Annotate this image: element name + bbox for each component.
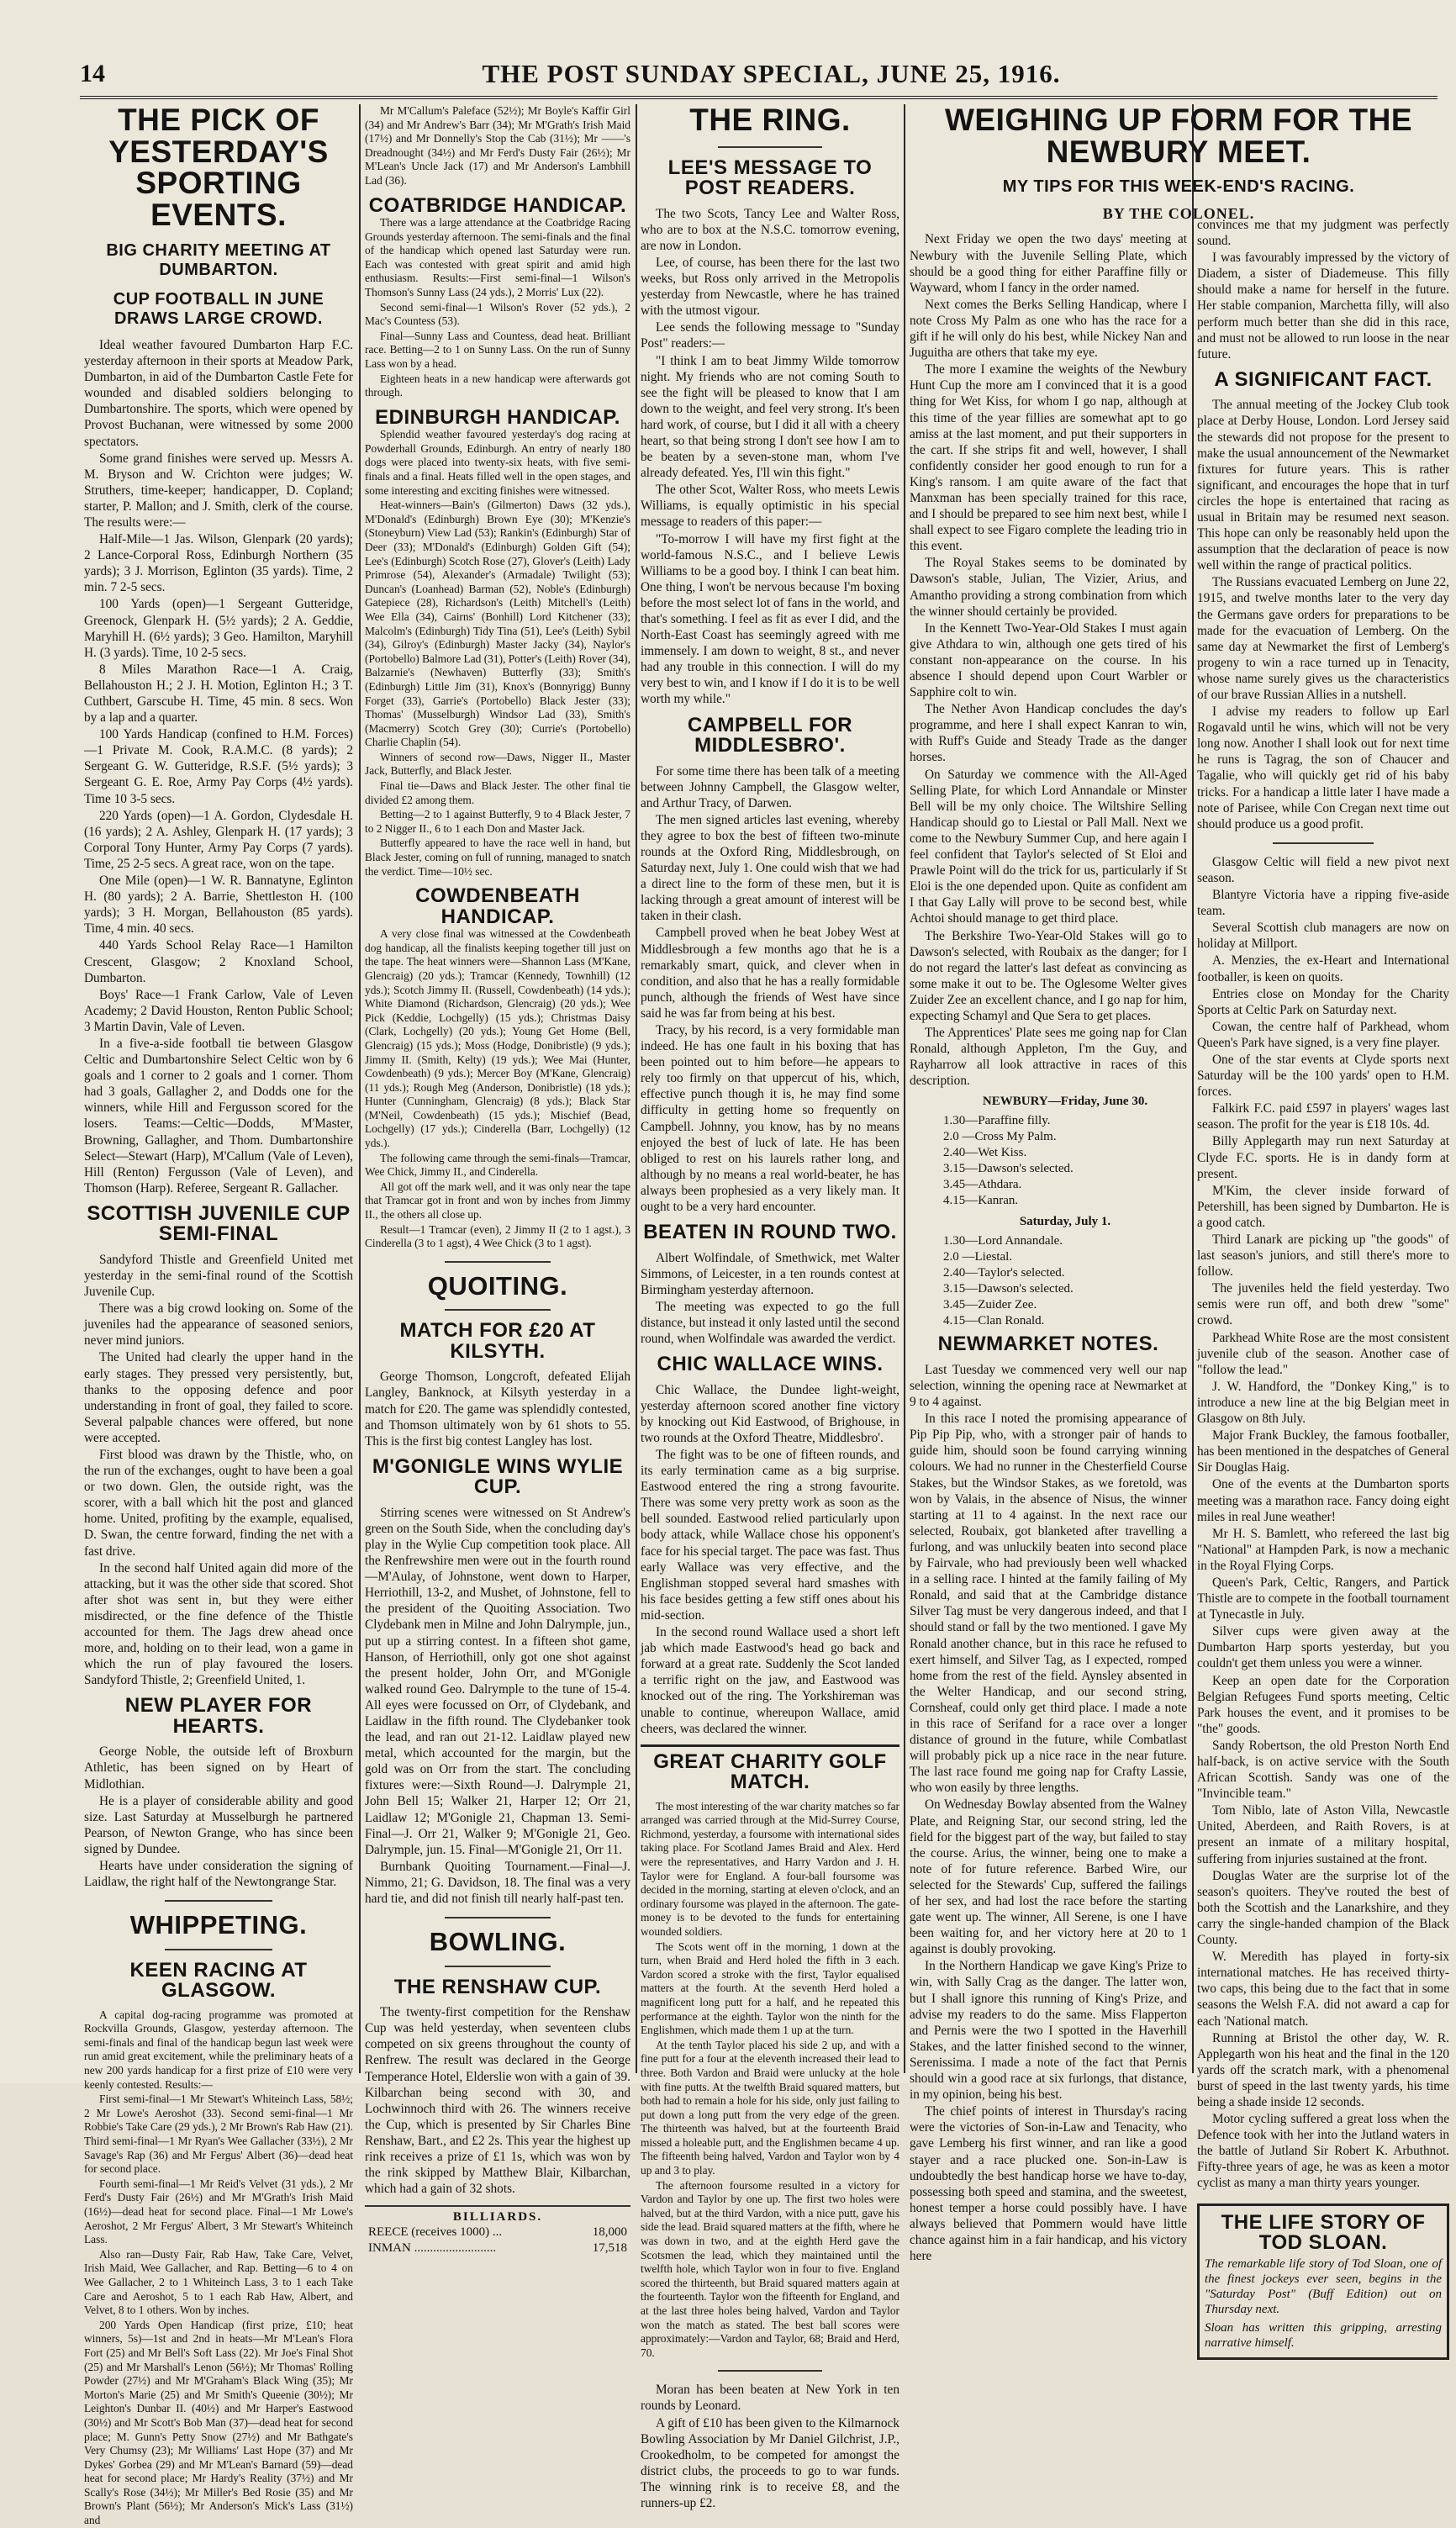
column-1	[84, 103, 353, 2527]
paragraph: The men signed articles last evening, whereby they agree to box the best of fifteen two-minute rounds at the Oxford Ring, Middlesbrough, on Saturday next, July 1. One could wish that we had a direct line to the form of these men, but it is lacking through a great amount of interest will be taken in their clash.	[641, 812, 899, 924]
section-headline: BOWLING.	[429, 1927, 567, 1957]
note-item: One of the events at the Dumbarton sports meeting was a marathon race. Fancy doing eight miles in real June weather!	[1197, 1477, 1449, 1524]
note-item: Tom Niblo, late of Aston Villa, Newcastle United, Aberdeen, and Raith Rovers, is at present an inmate of a military hospital, suffering from injuries sustained at the front.	[1197, 1803, 1449, 1866]
paragraph: The Berkshire Two-Year-Old Stakes will go to Dawson's selected, with Roubaix as the danger; for I do not regard the latter's last defeat as convincing as some make it out to be. The Oglesome Welter gives Zuider Zee an excellent chance, and I go nap for him, expecting Schamyl and Que Sera to get places.	[910, 928, 1187, 1023]
note-item: Major Frank Buckley, the famous footballer, has been mentioned in the despatches of General Sir Douglas Haig.	[1197, 1428, 1449, 1475]
paragraph: The Nether Avon Handicap concludes the day's programme, and here I shall expect Kanran to win, with Ruff's Guide and Steady Trade as the danger horses.	[910, 702, 1187, 765]
paragraph: Lee sends the following message to "Sunday Post" readers:—	[641, 320, 899, 351]
paragraph: George Thomson, Longcroft, defeated Elijah Langley, Banknock, at Kilsyth yesterday in a match for £20. The game was splendidly contested, and Thomson ultimately won by 61 shots to 55. This is the first big contest Langley has lost.	[365, 1370, 630, 1449]
tip-item: 3.15—Dawson's selected.	[943, 1162, 1074, 1176]
tips-list-friday	[910, 1094, 1187, 1209]
note-item: W. Meredith has played in forty-six international matches. He has received thirty-two caps, this being due to the fact that in some seasons the Welsh F.A. did not award a cap for each 'National match.	[1197, 1950, 1449, 2029]
paragraph: The afternoon foursome resulted in a victory for Vardon and Taylor by one up. The first two holes were halved, but at the third Vardon, with a nice putt, gave his side the lead. Braid squared matters at the fifth, where he was down in two, and at the eighth Herd gave the Scotsmen the lead, which they maintained until the twelfth hole, which Taylor won in four to five. England scored the thirteenth, but Braid squared matters again at the fourteenth. Taylor won the fifteenth for England, and at the last three holes being halved, Vardon and Taylor won the match as stated. The best ball scores were approximately:—Vardon and Taylor, 68; Braid and Herd, 70.	[641, 2178, 899, 2359]
paragraph: Stirring scenes were witnessed on St Andrew's green on the South Side, when the concluding day's play in the Wylie Cup competition took place. All the Renfrewshire men were out in the fourth round—M'Aulay, of Johnstone, went down to Harper, Herriothill, 13-2, and Mushet, of Johnstone, fell to the president of the Quoiting Association. Two Clydebank men in Milne and John Dalrymple, jun., put up a stirring contest. In a fifteen shot game, Hanson, of Herriothill, only got one shot against the present holder, John Orr, and M'Gonigle walked round Geo. Dalrymple to the tune of 15-4. All eyes were focussed on Orr, of Clydebank, and Laidlaw in the fifth round. The Clydebanker took the lead, and ran out 21-12. Laidlaw played new metal, which accounted for the margin, but the gold was on Orr from the start. The concluding fixtures were:—Sixth Round—J. Dalrymple 21, John Bell 15; Walker 21, Harper 12; Orr 21, Laidlaw 12; M'Gonigle 21, Chapman 13. Semi-Final—J. Orr 21, Walker 9; M'Gonigle 21, Geo. Dalrymple, jun. 15. Final—M'Gonigle 21, Orr 11.	[365, 1505, 630, 1857]
paragraph: Final—Sunny Lass and Countess, dead heat. Brilliant race. Betting—2 to 1 on Sunny Lass. On the run of Sunny Lass won by a head.	[365, 329, 630, 370]
paragraph: First semi-final—1 Mr Stewart's Whiteinch Lass, 58½; 2 Mr Lowe's Aeroshot (33). Second semi-final—1 Mr Robbie's Take Care (29 yds.), 2 Mr Brown's Rab Haw (21). Third semi-final—1 Mr Ryan's Wee Gallacher (33½), 2 Mr Savage's Rap (36) and Mr Fergus' Albert (36)—dead heat for second place.	[84, 2093, 353, 2176]
note-item: J. W. Handford, the "Donkey King," is to introduce a new line at the big Belgian meet in Glasgow on 8th July.	[1197, 1379, 1449, 1427]
section-headline: SCOTTISH JUVENILE CUP SEMI-FINAL	[87, 1201, 351, 1246]
paragraph: The more I examine the weights of the Newbury Hunt Cup the more am I convinced that it is a good thing for Wet Kiss, for whom I go nap, although at this time of the year fillies are somewhat apt to go amiss at the last moment, and put their supporters in the cart. If she strips fit and well, however, I shall confidently consider her good enough to run for a King's ransom. I am quite aware of the fact that Manxman has been specially trained for this race, and I should be prepared to see him next best, while I shall expect to see Figaro complete the leading trio in this event.	[910, 362, 1187, 554]
paragraph: All got off the mark well, and it was only near the tape that Tramcar got in front and won by inches from Jimmy II., the others all close up.	[365, 1180, 630, 1222]
paragraph: 220 Yards (open)—1 A. Gordon, Clydesdale H. (16 yards); 2 A. Ashley, Glenpark H. (17 yards); 3 Corporal Tony Hunter, Army Pay Corps (7 yards). Time, 25 2-5 secs. A great race, won on the tape.	[84, 808, 353, 871]
paragraph: The Royal Stakes seems to be dominated by Dawson's stable, Julian, The Vizier, Arius, and Amantho providing a strong combination from which the winner should certainly be provided.	[910, 556, 1187, 619]
billiards-table	[365, 2225, 630, 2256]
masthead	[80, 52, 1438, 99]
note-item: One of the star events at Clyde sports next Saturday will be the 100 yards' open to H.M. forces.	[1197, 1052, 1449, 1100]
tip-item: 2.0 —Liestal.	[943, 1250, 1013, 1264]
paragraph: Butterfly appeared to have the race well in hand, but Black Jester, coming on full of running, managed to snatch the verdict. Time—10½ sec.	[365, 837, 630, 878]
tips-list-saturday	[910, 1214, 1187, 1329]
paragraph: The most interesting of the war charity matches so far arranged was carried through at the Mid-Surrey Course, Richmond, yesterday, a foursome with international sides taking place. For Scotland James Braid and Alex. Herd were the representatives, and Harry Vardon and J. H. Taylor were for England. A four-ball foursome was decided in the morning, starting at eleven o'clock, and an ordinary foursome was played in the afternoon. The gate-money is to be devoted to the funds for entertaining wounded soldiers.	[641, 1799, 900, 1938]
column-rule	[1192, 104, 1194, 2073]
paragraph: He is a player of considerable ability and good size. Last Saturday at Musselburgh he partnered Pearson, of Newton Grange, who has since been signed by Dundee.	[84, 1793, 353, 1856]
billiards-title: BILLIARDS.	[452, 2210, 543, 2225]
paragraph: For some time there has been talk of a meeting between Johnny Campbell, the Glasgow welter, and Arthur Tracy, of Darwen.	[641, 763, 899, 810]
paragraph: Campbell proved when he beat Jobey West at Middlesbrough a few months ago that he is a remarkably smart, quick, and clever when in condition, and also that he has a really formidable punch, although the friends of West have since said he was far from being at his best.	[641, 926, 899, 1021]
paragraph: The two Scots, Tancy Lee and Walter Ross, who are to box at the N.S.C. tomorrow evening, are now in London.	[641, 206, 899, 253]
paragraph: Hearts have under consideration the signing of Laidlaw, the right half of the Newtongrange Star.	[84, 1858, 353, 1890]
section-subheadline: KEEN RACING AT GLASGOW.	[129, 1958, 308, 2003]
paragraph: The following came through the semi-finals—Tramcar, Wee Chick, Jimmy II., and Cinderella.	[365, 1151, 630, 1179]
article-subheadline: BIG CHARITY MEETING AT DUMBARTON.	[106, 240, 331, 279]
column-5	[1197, 217, 1449, 2351]
paragraph: Some grand finishes were served up. Messrs A. M. Bryson and W. Crichton were judges; W. Struthers, time-keeper; handicapper, D. Copland; starter, P. Mallon; and J. Smith, clerk of the course. The results were:—	[84, 451, 353, 530]
section-headline: WHIPPETING.	[129, 1910, 308, 1940]
paragraph: Tracy, by his record, is a very formidable man indeed. He has one fault in his boxing that has been pointed out to him before—he appears to rely too firmly on that uppercut of his, which, effective punch though it is, he may find some difficulty in getting home so frequently on Campbell. Johnny, you know, has by no means enjoyed the best of luck of late. He has been obliged to rest on his laurels rather long, and although by no means a real world-beater, he has always been prophesied as a very likely man. It ought to be a very hard encounter.	[641, 1023, 899, 1215]
column-3	[641, 103, 900, 2511]
byline: BY THE COLONEL.	[1102, 205, 1255, 223]
table-row	[365, 2225, 630, 2240]
note-item: Parkhead White Rose are the most consistent juvenile club of the season. Another case of "follow the lead."	[1197, 1330, 1449, 1377]
paragraph: Mr M'Callum's Paleface (52½); Mr Boyle's Kaffir Girl (34) and Mr Andrew's Barr (34); Mr M'Grath's Irish Maid (17½) and Mr Donnelly's Stop the Cab (31½); Mr ——'s Dreadnought (34½) and Mr Ferd's Dusty Fair (26½); Mr M'Lean's Uncle Jack (17) and Mr Anderson's Lambhill Lad (36).	[365, 104, 630, 187]
note-item: Keep an open date for the Corporation Belgian Refugees Fund sports meeting, Celtic Park houses the event, and it promises to be "the" goods.	[1197, 1673, 1449, 1736]
note-item: Running at Bristol the other day, W. R. Applegarth won his heat and the final in the 120 yards off the scratch mark, with a phenomenal burst of speed in the last twenty yards, his time being a shade inside 12 seconds.	[1197, 2030, 1449, 2109]
tip-item: 1.30—Paraffine filly.	[943, 1114, 1051, 1128]
section-subheadline: MATCH FOR £20 AT KILSYTH.	[399, 1319, 596, 1363]
section-headline: EDINBURGH HANDICAP.	[375, 405, 620, 429]
section-headline: M'GONIGLE WINS WYLIE CUP.	[372, 1454, 624, 1499]
note-item: Sandy Robertson, the old Preston North End half-back, is on active service with the South African Scottish. Sandy was one of the "Invincible team."	[1197, 1738, 1449, 1802]
note-item: Douglas Water are the surprise lot of the season's quoiters. They've routed the best of both the Scottish and the Lanarkshire, and they carry the single-handed champion of the Black County.	[1197, 1868, 1449, 1948]
paragraph: A very close final was witnessed at the Cowdenbeath dog handicap, all the finalists keeping together till just on the tape. The heat winners were—Shannon Lass (M'Kane, Glencraig) (20 yds.); Tramcar (Kennedy, Townhill) (12 yds.); Scotch Jimmy II. (Russell, Cowdenbeath) (14 yds.); White Diamond (Richardson, Glencraig) (20 yds.); Wee Pick (Keddie, Lochgelly) (15 yds.); Christmas Daisy (Clark, Lochgelly) (20 yds.); Young Get Home (Bell, Glencraig) (15 yds.); Moss (Hodge, Donibristle) (9 yds.); Jimmy II. (Smith, Kelty) (19 yds.); Wee Mai (Hunter, Cowdenbeath) (9 yds.); Mercer Boy (M'Kane, Glencraig) (11 yds.); Rough Meg (Anderson, Donibristle) (18 yds.); Hunter (Cunningham, Glencraig) (8 yds.); Black Star (M'Neil, Cowdenbeath) (15 yds.); Mischief (Bead, Lochgelly) (17 yds.); Cinderella (Barr, Lochgelly) (12 yds.).	[365, 927, 630, 1150]
paragraph: Next comes the Berks Selling Handicap, where I note Cross My Palm as one who has the race for a gift if he will only do his best, while Nickey Nan and Juguitha are others that take my eye.	[910, 297, 1187, 361]
paragraph: Winners of second row—Daws, Nigger II., Master Jack, Butterfly, and Black Jester.	[365, 750, 630, 778]
paragraph: "To-morrow I will have my first fight at the world-famous N.S.C., and I believe Lewis Williams to be a good boy. I think I can beat him. One thing, I won't be nervous because I'm boxing before the most select lot of fans in the world, and that's something. I feel as fit as ever I did, and the North-East Coast has seemingly agreed with me immensely. I am down to weight, 8 st., and never had any trouble in this connection. I will do my very best to win, and I know if I do it is to be well worth my while."	[641, 531, 899, 707]
paragraph: George Noble, the outside left of Broxburn Athletic, has been signed on by Heart of Midlothian.	[84, 1744, 353, 1792]
player-cell: INMAN ..........................	[368, 2241, 497, 2256]
column-rule	[636, 104, 637, 2073]
paragraph: Also ran—Dusty Fair, Rab Haw, Take Care, Velvet, Irish Maid, Wee Gallacher, and Rap. Betting—6 to 4 on Wee Gallacher, 2 to 1 Whiteinch Lass, 3 to 1 each Take Care and Aeroshot, 5 to 1 each Rab Haw, Albert, and Velvet, 8 to 1 others. Won by inches.	[84, 2247, 353, 2317]
paragraph: I advise my readers to follow up Earl Rogavald until he wins, which will not be very long now. Another I shall look out for next time he runs is Tagrag, the son of Chaucer and Tagalie, who will quickly get rid of his baby tricks. For a handicap a little later I have made a note of Parisee, while Con Cregan next time out should produce us a good profit.	[1197, 705, 1449, 831]
billiards-box	[365, 2205, 630, 2256]
tip-item: 2.40—Taylor's selected.	[943, 1266, 1065, 1280]
paragraph: Betting—2 to 1 against Butterfly, 9 to 4 Black Jester, 7 to 2 Nigger II., 6 to 1 each Don and Master Jack.	[365, 808, 630, 835]
tip-item: 3.45—Athdara.	[943, 1178, 1022, 1192]
promo-text: The remarkable life story of Tod Sloan, one of the finest jockeys ever seen, begins in the "Saturday Post" (Buff Edition) out on Thursday next.	[1205, 2257, 1442, 2317]
note-item: Entries close on Monday for the Charity Sports at Celtic Park on Saturday next.	[1197, 986, 1449, 1017]
note-item: Motor cycling suffered a great loss when the Defence took with her into the Jutland waters in the battle of Jutland Sir Robert K. Arbuthnot. Fifty-three years of age, he was as keen a motor cyclist as many a man thirty years younger.	[1197, 2112, 1449, 2191]
paragraph: Last Tuesday we commenced very well our nap selection, winning the opening race at Newmarket at 9 to 4 against.	[910, 1362, 1187, 1410]
paragraph: Boys' Race—1 Frank Carlow, Vale of Leven Academy; 2 David Houston, Renton Public School; 3 Martin Davin, Vale of Leven.	[84, 987, 353, 1034]
section-headline: GREAT CHARITY GOLF MATCH.	[641, 1744, 899, 1793]
paragraph: Second semi-final—1 Wilson's Rover (52 yds.), 2 Mac's Countess (53).	[365, 300, 630, 328]
section-headline: COATBRIDGE HANDICAP.	[368, 193, 627, 217]
tips-heading: Saturday, July 1.	[1019, 1215, 1111, 1229]
note-item: Cowan, the centre half of Parkhead, whom Queen's Park have signed, is a very fine player.	[1197, 1019, 1449, 1050]
section-headline: CAMPBELL FOR MIDDLESBRO'.	[687, 713, 853, 757]
paragraph: "I think I am to beat Jimmy Wilde tomorrow night. My friends who are not coming South to see the fight will be pleased to know that I am down to the weight, and feel very strong. It's been hard work, of course, but I did it all with a cheery heart, so that being strong I don't see how I am to be beaten by a seven-stone man, whom I've already defeated. Yes, I'll win this fight."	[641, 353, 899, 481]
section-subheadline: THE RENSHAW CUP.	[393, 1975, 602, 1998]
paragraph: Eighteen heats in a new handicap were afterwards got through.	[365, 372, 630, 399]
paragraph: Fourth semi-final—1 Mr Reid's Velvet (31 yds.), 2 Mr Ferd's Dusty Fair (26½) and Mr M'Grath's Irish Maid (16½)—dead heat for second place. Final—1 Mr Lowe's Aeroshot, 2 Mr Fergus' Albert, 3 Mr Stewart's Whiteinch Lass.	[84, 2177, 353, 2246]
paragraph: A capital dog-racing programme was promoted at Rockvilla Grounds, Glasgow, yesterday afternoon. The semi-finals and final of the handicap begun last week were run amid great excitement, while the preliminary heats of a new 200 yards handicap for a first prize of £10 were very keenly contested. Results:—	[84, 2008, 353, 2091]
note-item: Third Lanark are picking up "the goods" of last season's juniors, and still there's more to follow.	[1197, 1232, 1449, 1280]
paragraph: A gift of £10 has been given to the Kilmarnock Bowling Association by Mr Daniel Gilchrist, J.P., Crookedholm, to be competed for amongst the district clubs, the proceeds to go to war funds. The winning rink is to receive £8, and the runners-up £2.	[641, 2415, 899, 2511]
paragraph: Lee, of course, has been there for the last two weeks, but Ross only arrived in the Metropolis yesterday from Newcastle, where he has trained with the utmost vigour.	[641, 255, 899, 319]
paragraph: Burnbank Quoiting Tournament.—Final—J. Nimmo, 21; G. Davidson, 18. The final was a very hard tie, and did not finish till nearly half-past ten.	[365, 1859, 630, 1907]
paragraph: In this race I noted the promising appearance of Pip Pip Pip, who, with a stronger pair of hands to guide him, should soon be found carrying winning colours. We had no runner in the Chesterfield Course Stakes, but the Windsor Stakes, as we foretold, was won by Valais, in the absence of Nisus, the winner starting at 11 to 4 against. In the next race our selected, Roubaix, got blanketed after travelling a furlong, and was unluckily beaten into second place by Fairvale, who had previously been well whacked in a selling race. I hinted at the family failing of My Ronald, and said that at the Cambridge distance Silver Tag must be very dangerous indeed, and that I should stand or fall by the two mentioned. I gave My Ronald another chance, but in this race he refused to exert himself, and Silver Tag, as I expected, romped home from the rest of the field. Aynsley absented in the Welter Handicap, and our second string, Cornsheaf, could only get third place. I made a note in this race of Serifand for a race over a longer distance of ground in the future, while Combatlast will probably pick up a nice race in the near future. The last race found me going nap for Crafty Lassie, who won easily by three lengths.	[910, 1412, 1187, 1796]
table-row	[365, 2240, 630, 2256]
paragraph: At the tenth Taylor placed his side 2 up, and with a fine putt for a four at the eleventh increased their lead to three. Both Vardon and Braid were unlucky at the hole with fine putts. At the twelfth Braid squared matters, but both had to remain a hole for his side, only just failing to put down a long putt from the very edge of the green. The thirteenth was halved, but at the fourteenth Braid missed a holeable putt, and the Englishmen became 4 up. The fifteenth being halved, Vardon and Taylor won by 4 up and 3 to play.	[641, 2038, 899, 2177]
note-item: A. Menzies, the ex-Heart and International footballer, is keen on quoits.	[1197, 953, 1449, 984]
paragraph: convinces me that my judgment was perfectly sound.	[1197, 218, 1449, 249]
note-item: Glasgow Celtic will field a new pivot next season.	[1197, 854, 1449, 885]
paragraph: I was favourably impressed by the victory of Diadem, a sister of Diademeuse. This filly should make a name for herself in the future. Her stable companion, Marchetta filly, will also perform much better than she did in this race, and must not be allowed to run loose in the near future.	[1197, 251, 1449, 362]
paragraph: Next Friday we open the two days' meeting at Newbury with the Juvenile Selling Plate, which should be a good thing for either Paraffine filly or Wayward, whom I fancy in the order named.	[910, 232, 1187, 295]
paragraph: First blood was drawn by the Thistle, who, on the run of the exchanges, ought to have been a goal or two down. Glen, the outside right, was the scorer, with a ball which hit the post and glanced home. United, profiting by the example, equalised, D. Swan, the centre forward, finding the net with a fast drive.	[84, 1447, 353, 1559]
paragraph: The meeting was expected to go the full distance, but instead it only lasted until the second round, when Wolfindale was awarded the verdict.	[641, 1299, 899, 1347]
paragraph: There was a big crowd looking on. Some of the juveniles had the appearance of seasoned seniors, never mind juniors.	[84, 1301, 353, 1348]
paragraph: In the second half United again did more of the attacking, but it was the other side that scored. Shot after shot was sent in, but they were either misdirected, or the fine defence of the Thistle accounted for them. The Jags drew ahead once more, and, holding on to their lead, won a game in which the run of play favoured the losers. Sandyford Thistle, 2; Greenfield United, 1.	[84, 1560, 353, 1688]
article-headline: THE PICK OF YESTERDAY'S SPORTING EVENTS.	[108, 103, 329, 233]
tip-item: 3.45—Zuider Zee.	[943, 1298, 1037, 1312]
note-item: Several Scottish club managers are now on holiday at Millport.	[1197, 921, 1449, 952]
paragraph: The fight was to be one of fifteen rounds, and its early termination came as a big surprise. Eastwood entered the ring a strong favourite. There was some very pretty work as soon as the bell sounded. Eastwood relied particularly upon body attack, while Wallace chose his opponent's face for his special target. The pace was fast. Thus early Wallace was very effective, and the Englishman stopped several hard smashes with his face besides getting a few stiff ones about his mid-section.	[641, 1448, 899, 1623]
paragraph: The Apprentices' Plate sees me going nap for Clan Ronald, although Appleton, I'm the Guy, and Rayharrow all look attractive in races of this description.	[910, 1026, 1187, 1089]
player-cell: REECE (receives 1000) ...	[368, 2225, 503, 2240]
section-headline: NEW PLAYER FOR HEARTS.	[124, 1694, 313, 1738]
paragraph: 200 Yards Open Handicap (first prize, £10; heat winners, 5s)—1st and 2nd in heats—Mr M'Lean's Flora Fort (25) and Mr Bell's Soft Lass (22). Mr Joe's Final Shot (25) and Mr Marshall's Lenon (56½); Mr Thomas' Rolling Powder (27½) and Mr M'Graham's Black Wing (35); Mr Morton's Marie (25) and Mr Smith's Queenie (30½); Mr Leighton's Dunbar II. (40½) and Mr Harper's Eastwood (30½) and Mr Scott's Bob Man (37)—dead heat for second place; M. Gunn's Petty Snow (27½) and Mr Bathgate's Very Chumsy (23); Mr Williams' Last Hope (37) and Mr Dykes' Gorbea (29) and Mr M'Lean's Barnard (59)—dead heat for second place; Mr Hardy's Reality (37½) and Mr Scally's Rose (34½); Mr Miller's Bed Rosie (35) and Mr Brown's Plant (56½); Mr Anderson's Mick's Lass (31½) and	[84, 2318, 353, 2527]
paragraph: Ideal weather favoured Dumbarton Harp F.C. yesterday afternoon in their sports at Meadow Park, Dumbarton, in aid of the Dumbarton Castle Fete for wounded and disabled soldiers belonging to Dumbartonshire. The sports, which were opened by Provost Buchanan, were witnessed by some 2000 spectators.	[84, 337, 353, 449]
paragraph: Final tie—Daws and Black Jester. The other final tie divided £2 among them.	[365, 779, 630, 806]
paragraph: The twenty-first competition for the Renshaw Cup was held yesterday, when seventeen clubs competed on six greens throughout the county of Renfrew. The result was declared in the George Temperance Hotel, Elderslie won with a gain of 39. Kilbarchan being second with 30, and Lochwinnoch third with 26. The winners receive the Cup, which is presented by Sir Charles Bine Renshaw, Bart., and £2 2s. This year the highest up rink receives a prize of £1 1s, which was won by the rink skipped by Matthew Blair, Kilbarchan, which had a gain of 32 shots.	[365, 2005, 630, 2197]
paragraph: Chic Wallace, the Dundee light-weight, yesterday afternoon scored another fine victory by knocking out Kid Eastwood, of Brighouse, in two rounds at the Oxford Theatre, Middlesbro'.	[641, 1382, 899, 1445]
article-headline: WEIGHING UP FORM FOR THE NEWBURY MEET.	[944, 103, 1413, 169]
tip-item: 2.40—Wet Kiss.	[943, 1146, 1027, 1160]
paragraph: The Scots went off in the morning, 1 down at the turn, when Braid and Herd holed the fifth in 3 each. Vardon scored a stroke with the first, Taylor equalised matters at the fourth. At the seventh Herd holed a magnificent long putt for a half, and he repeated this performance at the eighth. Taylor won the ninth for the Englishmen, which made them 1 up at the turn.	[641, 1940, 899, 2037]
section-headline: A SIGNIFICANT FACT.	[1214, 367, 1432, 391]
column-rule	[904, 104, 905, 2073]
note-item: The juveniles held the field yesterday. Two semis were run off, and both drew "some" crowd.	[1197, 1281, 1449, 1328]
paragraph: Moran has been beaten at New York in ten rounds by Leonard.	[641, 2383, 899, 2414]
paragraph: In the Kennett Two-Year-Old Stakes I must again give Athdara to win, although one gets tired of his constant non-appearance on the course. In his absence I should depend upon Court Warbler or Sapphire colt to win.	[910, 620, 1187, 700]
section-headline: THE RING.	[689, 103, 851, 137]
section-headline: CHIC WALLACE WINS.	[657, 1353, 884, 1376]
section-headline: QUOITING.	[427, 1270, 568, 1301]
article-subheadline: MY TIPS FOR THIS WEEK-END'S RACING.	[1002, 177, 1355, 197]
note-item: Falkirk F.C. paid £597 in players' wages last season. The profit for the year is £18 10s. 4d.	[1197, 1101, 1449, 1132]
paragraph: On Wednesday Bowlay absented from the Walney Plate, and Reigning Star, our second string, led the field for the biggest part of the way, but failed to stay the course. Arius, the winner, being one to make a note of for future reference. Barbed Wire, our selected for the Stewards' Cup, suffered the failings of her sex, and had lost the race before the starting gate went up. The winner, All Serene, is one I have been waiting for, and her victory here at 20 to 1 against is doubly provoking.	[910, 1797, 1187, 1957]
section-subheadline: LEE'S MESSAGE TO POST READERS.	[667, 156, 873, 200]
tip-item: 4.15—Kanran.	[943, 1194, 1019, 1208]
paragraph: Result—1 Tramcar (even), 2 Jimmy II (2 to 1 agst.), 3 Cinderella (3 to 1 agst), 4 Wee Chick (3 to 1 agst).	[365, 1222, 630, 1250]
paragraph: 8 Miles Marathon Race—1 A. Craig, Bellahouston H.; 2 J. H. Motion, Eglinton H.; 3 T. Cuthbert, Garscube H. Time, 45 min. 8 secs. Won by a lap and a quarter.	[84, 662, 353, 726]
newspaper-title: THE POST SUNDAY SPECIAL, JUNE 25, 1916.	[482, 59, 1061, 88]
promo-headline: THE LIFE STORY OF TOD SLOAN.	[1221, 2210, 1426, 2254]
section-headline: NEWMARKET NOTES.	[937, 1333, 1159, 1356]
note-item: Billy Applegarth may run next Saturday at Clyde F.C. sports. He is in dandy form at present.	[1197, 1134, 1449, 1181]
article-subheadline: CUP FOOTBALL IN JUNE DRAWS LARGE CROWD.	[113, 289, 324, 328]
paragraph: The United had clearly the upper hand in the early stages. They pressed very persistently, but, thanks to the opposing defence and poor understanding in front of goal, they failed to score. Several palpable chances were offered, but none were accepted.	[84, 1350, 353, 1445]
paragraph: The annual meeting of the Jockey Club took place at Derby House, London. Lord Jersey said the stewards did not propose for the present to make the usual announcement of the Newmarket fixtures for future years. This is rather significant, and encourages the hope that in turf circles the hope is entertained that racing as usual in Britain may be resumed next season. This hope can only be reasonably held upon the assumption that the declaration of peace is now well within the range of practical politics.	[1197, 398, 1449, 573]
paragraph: The Russians evacuated Lemberg on June 22, 1915, and twelve months later to the very day the Germans gave orders for preparations to be made for the evacuation of Lemberg. On the same day at Newmarket the first of Lemberg's progeny to win a race turned up in Tenacity, whose name surely gives us the characteristics of our brave Russian Allies in a nutshell.	[1197, 575, 1449, 702]
paragraph: The other Scot, Walter Ross, who meets Lewis Williams, is equally optimistic in his special message to readers of this paper:—	[641, 483, 899, 530]
paragraph: Splendid weather favoured yesterday's dog racing at Powderhall Grounds, Edinburgh. An entry of nearly 180 dogs were placed into twenty-six heats, with five semi-finals and a final. Heats filled well in the open stages, and some interesting and exciting finishes were witnessed.	[365, 428, 630, 497]
tip-item: 4.15—Clan Ronald.	[943, 1314, 1045, 1328]
paragraph: Albert Wolfindale, of Smethwick, met Walter Simmons, of Leicester, in a ten rounds contest at Birmingham yesterday afternoon.	[641, 1250, 899, 1297]
column-2	[365, 104, 630, 2256]
section-headline: BEATEN IN ROUND TWO.	[643, 1221, 897, 1244]
paragraph: 100 Yards Handicap (confined to H.M. Forces)—1 Private M. Cook, R.A.M.C. (8 yards); 2 Sergeant G. W. Gutteridge, R.S.F. (5½ yards); 3 Sergeant G. E. Roe, Army Pay Corps (4½ yards). Time 10 3-5 secs.	[84, 727, 353, 806]
promo-text: Sloan has written this gripping, arresting narrative himself.	[1205, 2321, 1442, 2351]
paragraph: On Saturday we commence with the All-Aged Selling Plate, for which Lord Annandale or Minster Bell will be my only choice. The Wiltshire Selling Handicap should go to Liestal or Pall Mall. Next we come to the Newbury Summer Cup, and here again I feel confident that Taylor's selected of St Eloi and Prawle Point will do the trick for us, particularly if St Eloi is the one depended upon. Quite as confident am I that Gay Lally will prove to be second best, while Achtoi should manage to get third place.	[910, 767, 1187, 926]
paragraph: Sandyford Thistle and Greenfield United met yesterday in the semi-final round of the Scottish Juvenile Cup.	[84, 1252, 353, 1300]
tip-item: 3.15—Dawson's selected.	[943, 1282, 1074, 1296]
tip-item: 1.30—Lord Annandale.	[943, 1234, 1063, 1248]
note-item: Mr H. S. Bamlett, who refereed the last big "National" at Hampden Park, is now a mechanic in the Royal Flying Corps.	[1197, 1526, 1449, 1573]
tip-item: 2.0 —Cross My Palm.	[943, 1130, 1057, 1144]
paragraph: There was a large attendance at the Coatbridge Racing Grounds yesterday afternoon. The semi-finals and the final of the handicap which opened last Saturday were run. Each was contested with great spirit and amid high enthusiasm. Results:—First semi-final—1 Wilson's Thomson's Sunny Lass (24 yds.), 2 Morris' Lux (22).	[365, 216, 630, 298]
score-cell: 17,518	[592, 2241, 627, 2256]
tips-heading: NEWBURY—Friday, June 30.	[982, 1095, 1148, 1109]
note-item: M'Kim, the clever inside forward of Petershill, has been signed by Dumbarton. He is a good catch.	[1197, 1183, 1449, 1230]
note-item: Queen's Park, Celtic, Rangers, and Partick Thistle are to compete in the football tournament at Tynecastle in July.	[1197, 1575, 1449, 1623]
section-headline: COWDENBEATH HANDICAP.	[415, 884, 580, 928]
paragraph: Half-Mile—1 Jas. Wilson, Glenpark (20 yards); 2 Lance-Corporal Ross, Edinburgh Northern (35 yards); 3 J. Morrison, Eglinton (35 yards). Time, 2 min. 7 2-5 secs.	[84, 532, 353, 595]
page-number: 14	[80, 60, 105, 87]
paragraph: One Mile (open)—1 W. R. Bannatyne, Eglinton H. (80 yards); 2 A. Barrie, Shettleston H. (100 yards); 3 H. Morgan, Bellahouston (85 yards). Time, 4 min. 40 secs.	[84, 873, 353, 937]
column-rule	[359, 104, 361, 2073]
paragraph: In the Northern Handicap we gave King's Prize to win, with Sally Crag as the danger. The latter won, but I shall ignore this running of King's Prize, and advise my readers to do the same. Miss Flapperton and Pernis were the two I spotted in the Haverhill Stakes, and the latter finished second to the winner, Serenissima. I made a note of the fact that Pernis should win a good race at six furlongs, that distance, in my opinion, being his best.	[910, 1959, 1187, 2103]
promo-box	[1197, 2203, 1449, 2361]
paragraph: 100 Yards (open)—1 Sergeant Gutteridge, Greenock, Glenpark H. (5½ yards); 2 A. Geddie, Maryhill H. (6½ yards); 3 Geo. Hamilton, Maryhill H. (3 yards). Time, 10 2-5 secs.	[84, 597, 353, 660]
paragraph: The chief points of interest in Thursday's racing were the victories of Son-in-Law and Tenacity, who gave Lemberg his first winner, and ran like a good stayer and a race plucked one. Son-in-Law is undoubtedly the best handicap horse we have to-day, possessing both speed and stamina, and the sweetest, honest temper a horse could possibly have. I have always believed that Pommern would have little chance against him in a fair handicap, and his victory here	[910, 2104, 1187, 2264]
paragraph: Heat-winners—Bain's (Gilmerton) Daws (32 yds.), M'Donald's (Edinburgh) Brown Eye (30); M'Kenzie's (Stoneyburn) View Lad (53); Rankin's (Edinburgh) Star of Deer (33); M'Donald's (Edinburgh) Golden Gift (54); Lee's (Edinburgh) Scotch Rose (27), Glover's (Leith) Lady Primrose (54), Alexander's (Armadale) Twilight (53); Duncan's (Loanhead) Barman (52), Noble's (Edinburgh) Gatepiece (28), Richardson's (Leith) Mitchell's (Leith) Wee Ella (34), Cairns' (Bonhill) Lord Kitchener (33); Malcolm's (Edinburgh) Tidy Tina (51), Lee's (Leith) Sybil (34), Gilroy's (Edinburgh) Master Jacky (34), Naylor's (Portobello) Balmore Lad (31), Potter's (Leith) Rover (34), Balzarnie's (Newhaven) Butterfly (33); Smith's (Edinburgh) Little Jim (31), Knox's (Bonnyrigg) Bunny Forget (33), Garrie's (Portobello) Black Jester (33); Thomas' (Musselburgh) Windsor Lad (33), Smith's (Macmerry) Scotch Grey (30); Currie's (Portobello) Charlie Chaplin (54).	[365, 499, 630, 749]
note-item: Silver cups were given away at the Dumbarton Harp sports yesterday, but you couldn't get them unless you were a winner.	[1197, 1624, 1449, 1671]
paragraph: In the second round Wallace used a short left jab which made Eastwood's head go back and forward at a great rate. Suddenly the Scot landed a terrific right on the jaw, and Eastwood was knocked out of the ring. The Yorkshireman was unable to continue, whereupon Wallace, amid cheers, was declared the winner.	[641, 1625, 899, 1736]
paragraph: In a five-a-side football tie between Glasgow Celtic and Dumbartonshire Select Celtic won by 6 goals and 1 corner to 2 goals and 1 corner. Thom had 3 goals, Gallagher 2, and Dodds one for the winners, while Hill and Fergusson scored for the losers. Teams:—Celtic—Dodds, M'Master, Browning, Gallagher, and Thom. Dumbartonshire Select—Stewart (Harp), M'Callum (Vale of Leven), Hill (Renton) Fergusson (Vale of Leven), and Thomson (Harp). Referee, Sergeant R. Gallacher.	[84, 1036, 353, 1195]
score-cell: 18,000	[592, 2225, 627, 2240]
paragraph: 440 Yards School Relay Race—1 Hamilton Crescent, Glasgow; 2 Knoxland School, Dumbarton.	[84, 938, 353, 985]
note-item: Blantyre Victoria have a ripping five-aside team.	[1197, 888, 1449, 919]
